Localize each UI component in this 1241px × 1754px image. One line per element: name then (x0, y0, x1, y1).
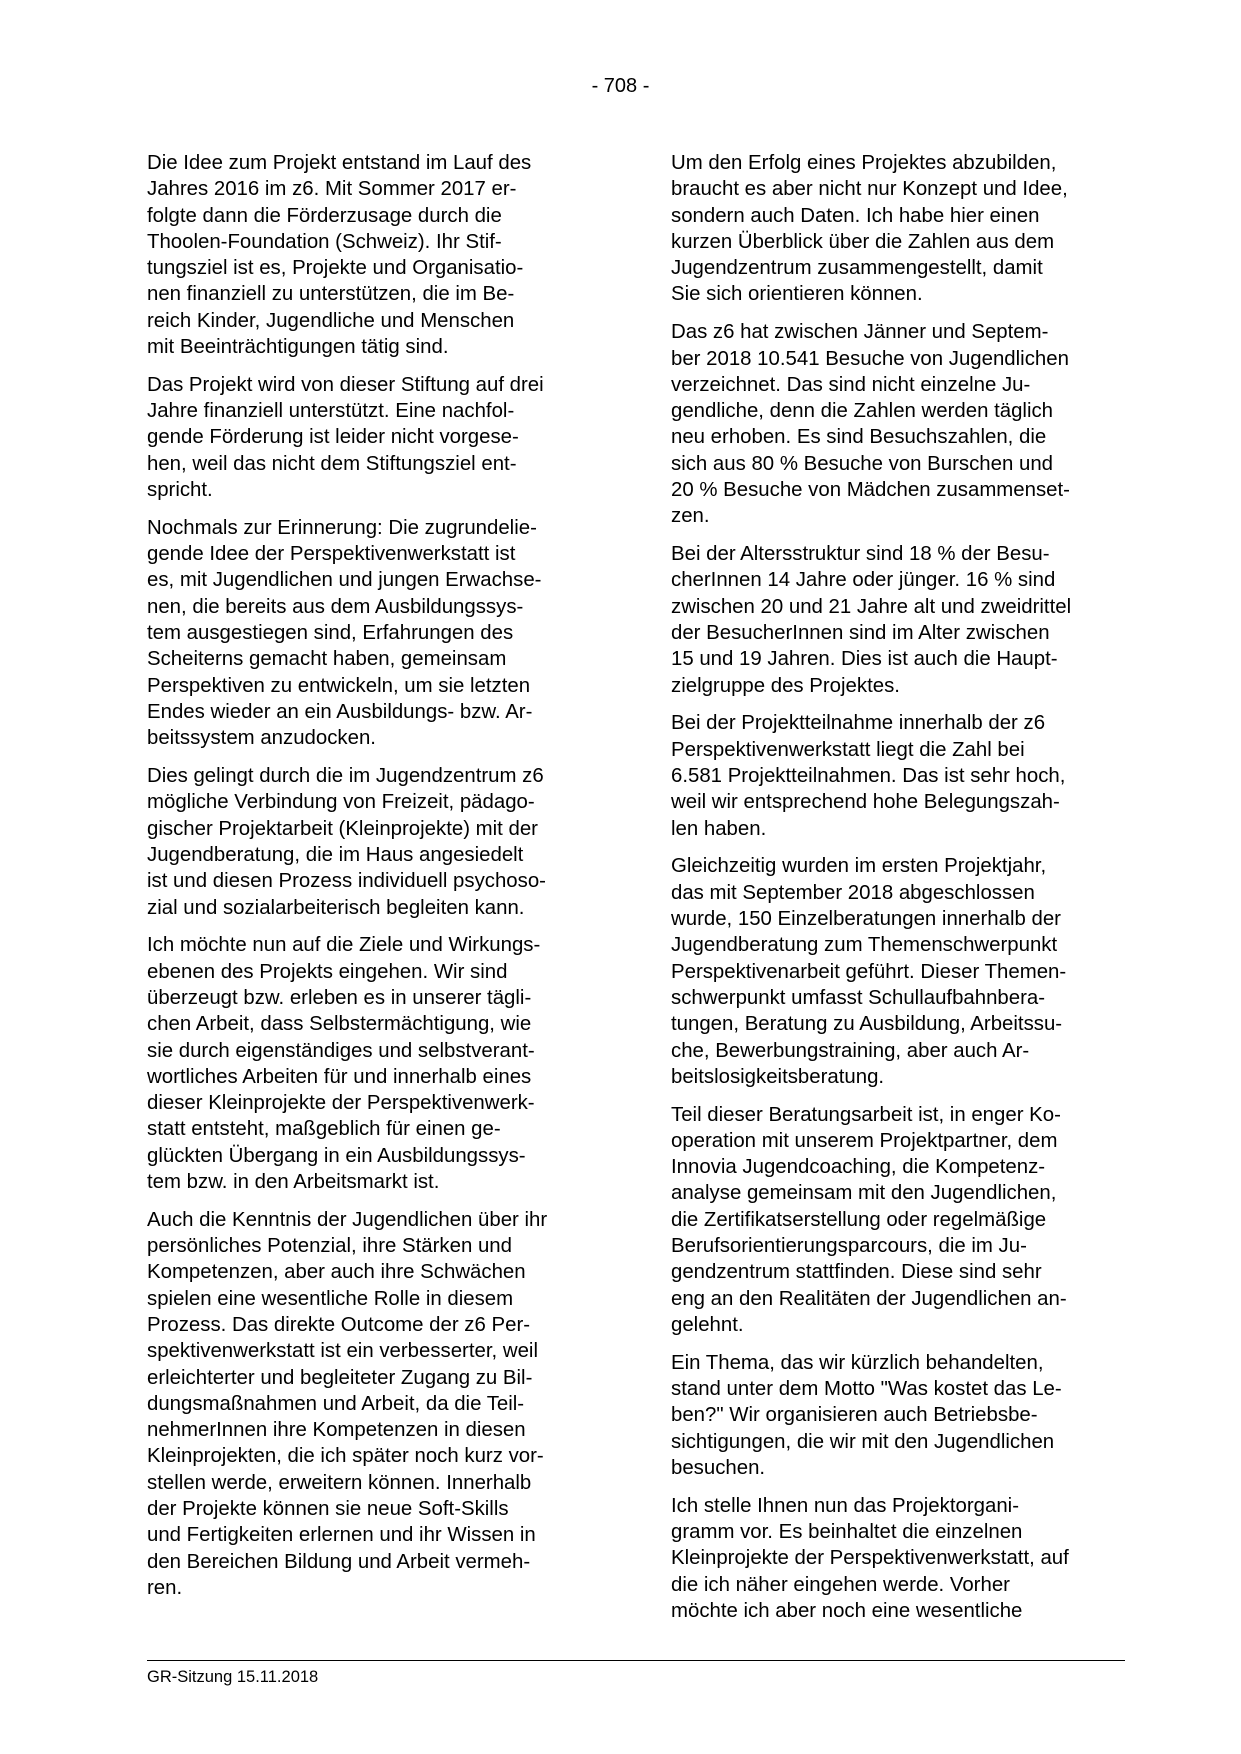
paragraph: Ich stelle Ihnen nun das Projektorgani- gramm vor. Es beinhaltet die einzelnen Kleinprojekte der Perspektivenwerkstatt, auf die ich näher eingehen werde. Vorher möchte ich aber noch eine wesentliche (671, 1494, 1069, 1622)
paragraph: Um den Erfolg eines Projektes abzubilden, braucht es aber nicht nur Konzept und Idee, sondern auch Daten. Ich habe hier einen kurzen Überblick über die Zahlen aus dem Jugendzentrum zusammengestellt, damit Sie sich orientieren können. (671, 152, 1068, 306)
paragraph: Gleichzeitig wurden im ersten Projektjahr, das mit September 2018 abgeschlossen wurde, 150 Einzelberatungen innerhalb der Jugendberatung zum Themenschwerpunkt Perspektivenarbeit geführt. Dieser Themen- schwerpunkt umfasst Schullaufbahnbera- tungen, Beratung zu Ausbildung, Arbeitssu- che, Bewerbungstraining, aber auch Ar- beitslosigkeitsberatung. (671, 855, 1067, 1088)
left-column (147, 150, 602, 1613)
paragraph: Auch die Kenntnis der Jugendlichen über ihr persönliches Potenzial, ihre Stärken und Kompetenzen, aber auch ihre Schwächen spielen eine wesentliche Rolle in diesem Prozess. Das direkte Outcome der z6 Per- spektivenwerkstatt ist ein verbesserter, weil erleichterter und begleiteter Zugang zu Bil- dungsmaßnahmen und Arbeit, da die Teil- nehmerInnen ihre Kompetenzen in diesen Kleinprojekten, die ich später noch kurz vor- stellen werde, erweitern können. Innerhalb der Projekte können sie neue Soft-Skills und Fertigkeiten erlernen und ihr Wissen in den Bereichen Bildung und Arbeit vermeh- ren. (147, 1208, 548, 1599)
paragraph: Die Idee zum Projekt entstand im Lauf des Jahres 2016 im z6. Mit Sommer 2017 er- folgte dann die Förderzusage durch die Thoolen-Foundation (Schweiz). Ihr Stif- tungsziel ist es, Projekte und Organisatio- nen finanziell zu unterstützen, die im Be- reich Kinder, Jugendliche und Menschen mit Beeinträchtigungen tätig sind. (147, 152, 532, 359)
paragraph: Nochmals zur Erinnerung: Die zugrundelie- gende Idee der Perspektivenwerkstatt ist es, mit Jugendlichen und jungen Erwachse- nen, die bereits aus dem Ausbildungssys- tem ausgestiegen sind, Erfahrungen des Scheiterns gemacht haben, gemeinsam Perspektiven zu entwickeln, um sie letzten Endes wieder an ein Ausbildungs- bzw. Ar- beitssystem anzudocken. (147, 516, 542, 750)
paragraph: Ich möchte nun auf die Ziele und Wirkungs- ebenen des Projekts eingehen. Wir sind überzeugt bzw. erleben es in unserer tägli- chen Arbeit, dass Selbstermächtigung, wie sie durch eigenständiges und selbstverant- wortliches Arbeiten für und innerhalb eines dieser Kleinprojekte der Perspektivenwerk- statt entsteht, maßgeblich für einen ge- glückten Übergang in ein Ausbildungssys- tem bzw. in den Arbeitsmarkt ist. (147, 934, 541, 1193)
right-column (671, 150, 1126, 1636)
paragraph: Ein Thema, das wir kürzlich behandelten, stand unter dem Motto "Was kostet das Le- ben?" Wir organisieren auch Betriebsbe- sichtigungen, die wir mit den Jugendlichen besuchen. (671, 1351, 1062, 1479)
footer-divider (147, 1660, 1125, 1661)
paragraph: Das Projekt wird von dieser Stiftung auf drei Jahre finanziell unterstützt. Eine nachfol- gende Förderung ist leider nicht vorgese- hen, weil das nicht dem Stiftungsziel ent- spricht. (147, 373, 544, 502)
paragraph: Teil dieser Beratungsarbeit ist, in enger Ko- operation mit unserem Projektpartner, dem Innovia Jugendcoaching, die Kompetenz- analyse gemeinsam mit den Jugendlichen, die Zertifikatserstellung oder regelmäßige Berufsorientierungsparcours, die im Ju- gendzentrum stattfinden. Diese sind sehr eng an den Realitäten der Jugendlichen an- gelehnt. (671, 1103, 1067, 1336)
footer-session-date: GR-Sitzung 15.11.2018 (147, 1668, 319, 1686)
paragraph: Dies gelingt durch die im Jugendzentrum z6 mögliche Verbindung von Freizeit, pädago- gischer Projektarbeit (Kleinprojekte) mit der Jugendberatung, die im Haus angesiedelt ist und diesen Prozess individuell psychoso- zial und sozialarbeiterisch begleiten kann. (147, 765, 546, 919)
paragraph: Bei der Altersstruktur sind 18 % der Besu- cherInnen 14 Jahre oder jünger. 16 % sind zwischen 20 und 21 Jahre alt und zweidrittel der BesucherInnen sind im Alter zwischen 15 und 19 Jahren. Dies ist auch die Haupt- zielgruppe des Projektes. (671, 543, 1072, 697)
page-number: - 708 - (591, 75, 650, 97)
paragraph: Das z6 hat zwischen Jänner und Septem- ber 2018 10.541 Besuche von Jugendlichen verzeichnet. Das sind nicht einzelne Ju- gendliche, denn die Zahlen werden täglich neu erhoben. Es sind Besuchszahlen, die sich aus 80 % Besuche von Burschen und 20 % Besuche von Mädchen zusammenset- zen. (671, 321, 1070, 528)
paragraph: Bei der Projektteilnahme innerhalb der z6 Perspektivenwerkstatt liegt die Zahl bei 6.581 Projektteilnahmen. Das ist sehr hoch, weil wir entsprechend hohe Belegungszah- len haben. (671, 712, 1066, 840)
